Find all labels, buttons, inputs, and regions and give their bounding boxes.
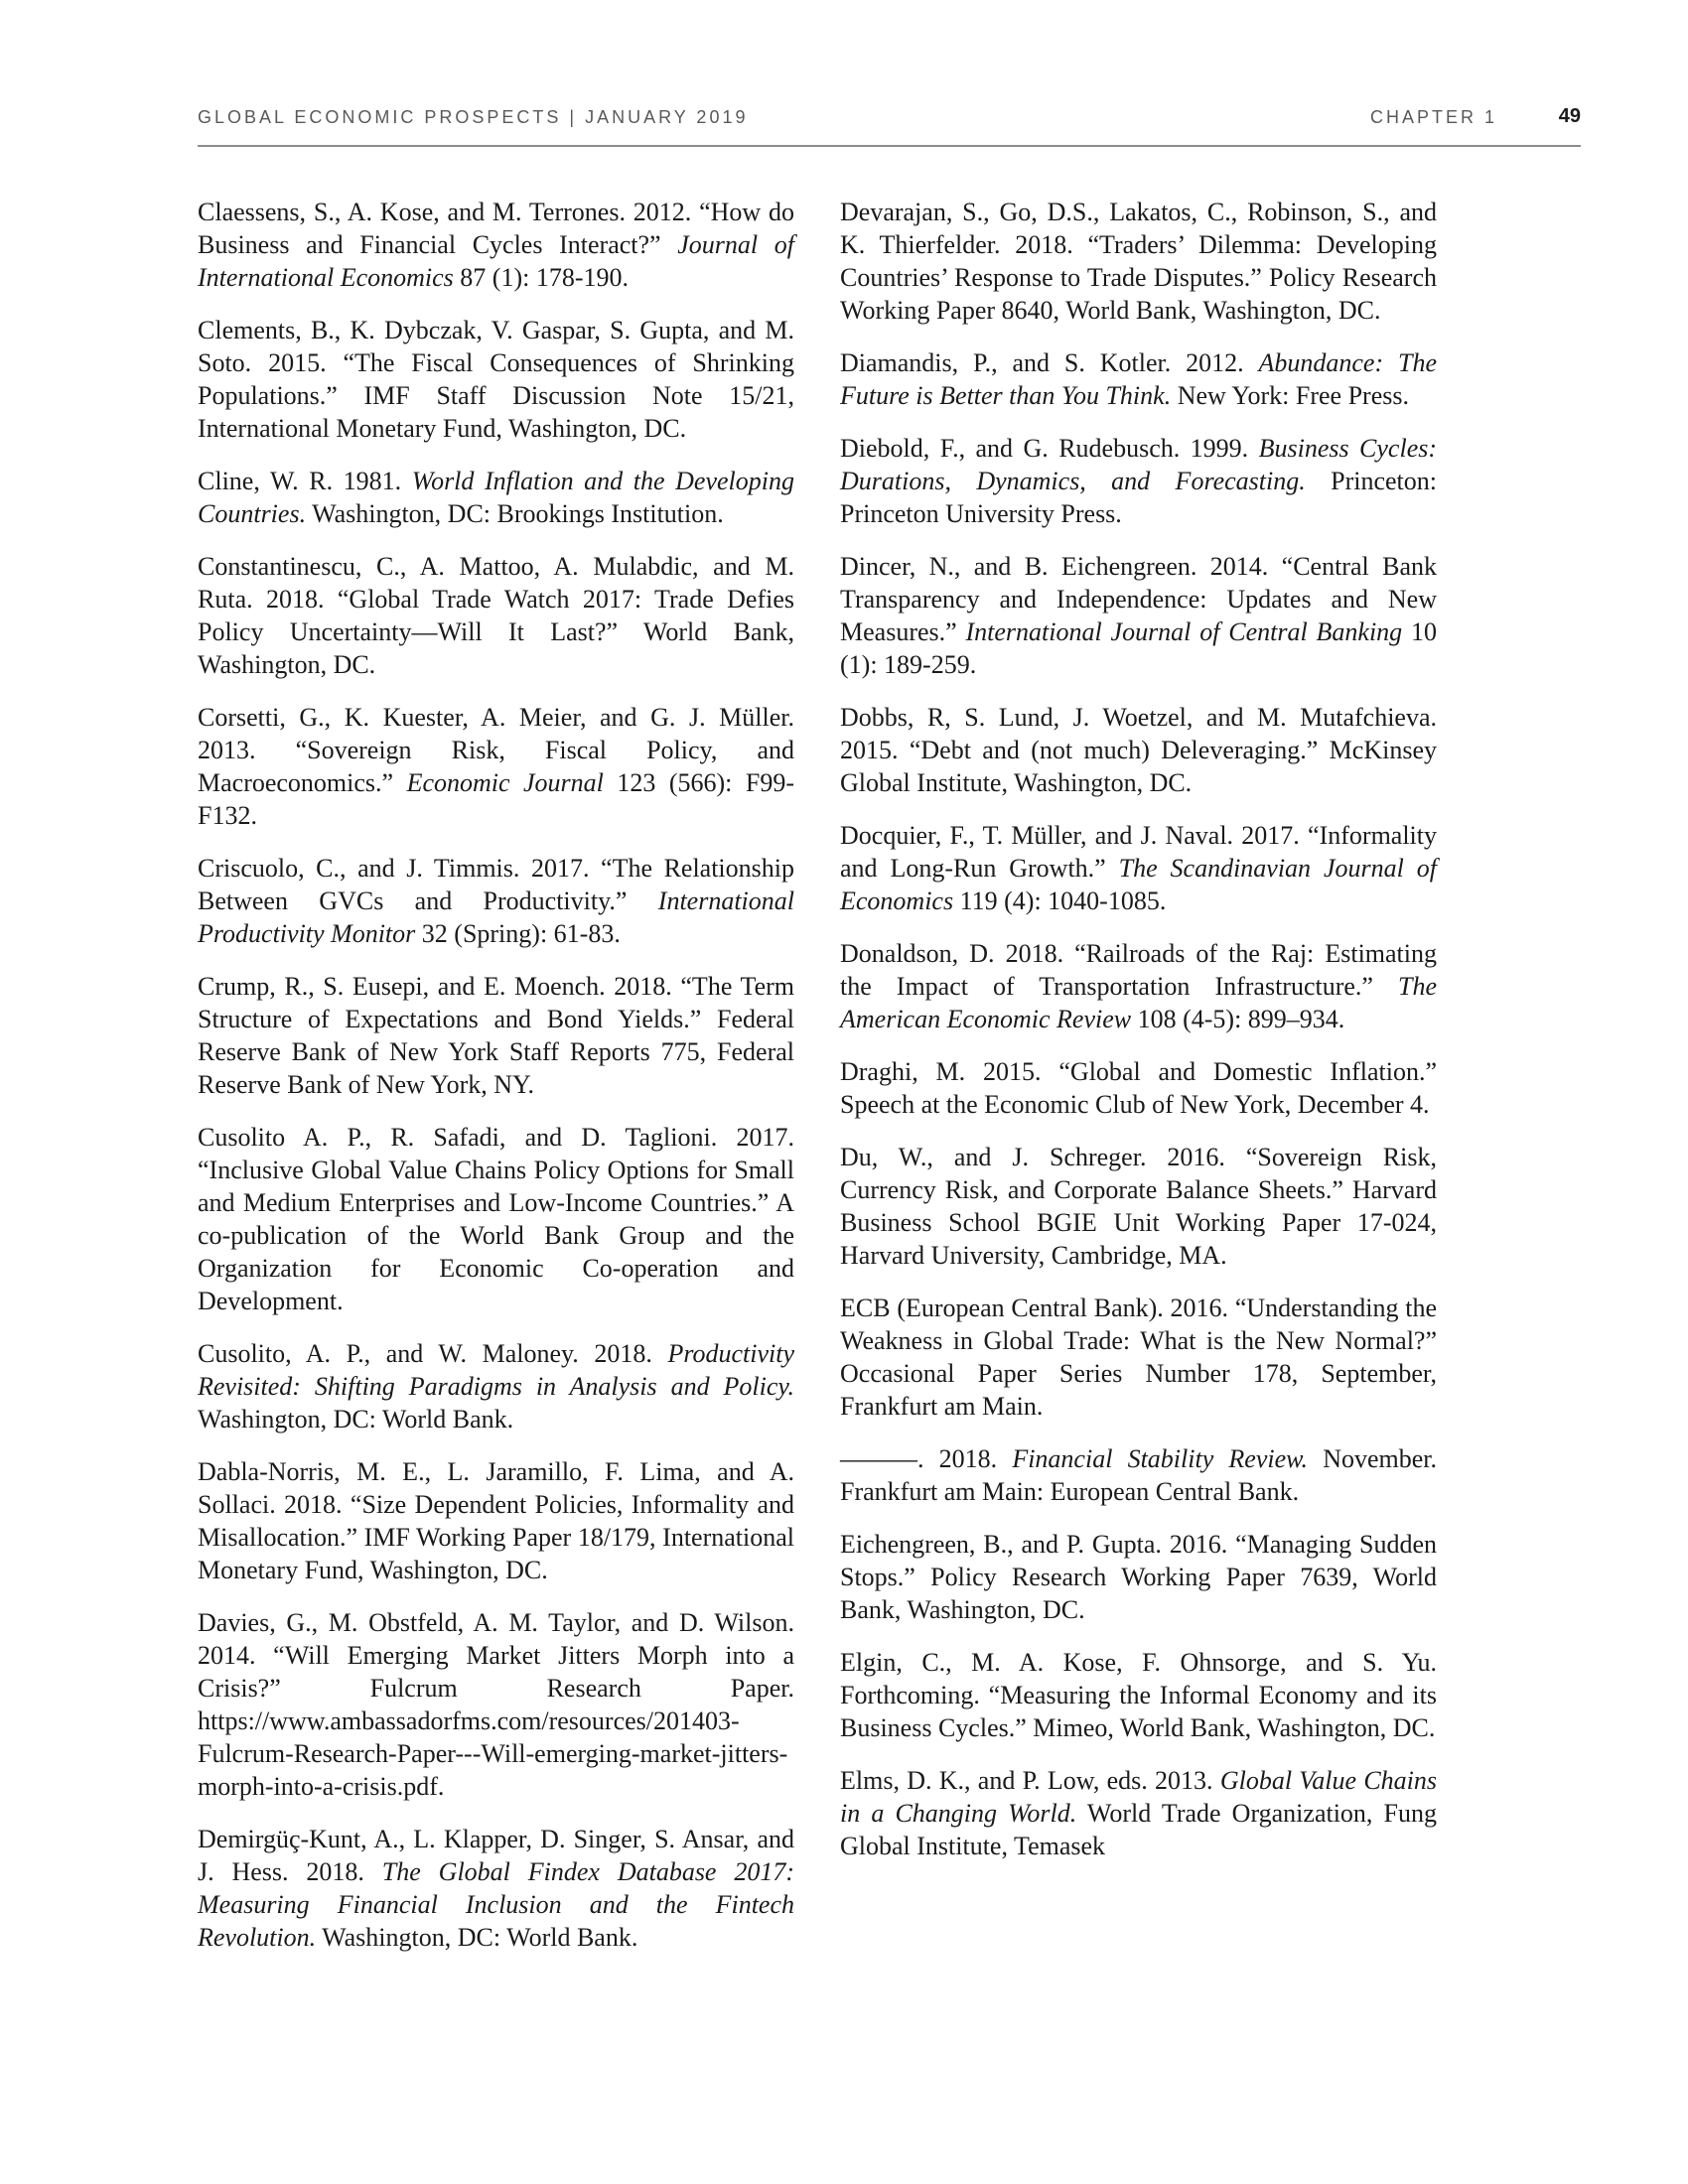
reference-entry: Du, W., and J. Schreger. 2016. “Sovereign Risk, Currency Risk, and Corporate Balance Sheets.” Harvard Business School BGIE Unit Working Paper 17-024, Harvard University, Cambridge, MA.	[840, 1143, 1437, 1270]
reference-entry: Demirgüç-Kunt, A., L. Klapper, D. Singer, S. Ansar, and J. Hess. 2018. The Global Findex Database 2017: Measuring Financial Inclusion and the Fintech Revolution. Washington, DC: World Bank.	[198, 1825, 795, 1952]
publication-title: GLOBAL ECONOMIC PROSPECTS | JANUARY 2019	[198, 107, 749, 127]
reference-entry: Claessens, S., A. Kose, and M. Terrones. 2012. “How do Business and Financial Cycles Interact?” Journal of International Economics 87 (1): 178-190.	[198, 198, 794, 292]
reference-entry: Corsetti, G., K. Kuester, A. Meier, and G. J. Müller. 2013. “Sovereign Risk, Fiscal Policy, and Macroeconomics.” Economic Journal 123 (566): F99-F132.	[198, 703, 794, 830]
reference-entry: Elms, D. K., and P. Low, eds. 2013. Global Value Chains in a Changing World. World Trade Organization, Fung Global Institute, Temasek	[840, 1766, 1437, 1860]
reference-entry: Draghi, M. 2015. “Global and Domestic Inflation.” Speech at the Economic Club of New York, December 4.	[840, 1057, 1437, 1119]
reference-entry: Dobbs, R, S. Lund, J. Woetzel, and M. Mutafchieva. 2015. “Debt and (not much) Deleveraging.” McKinsey Global Institute, Washington, DC.	[840, 703, 1437, 797]
reference-entry: Clements, B., K. Dybczak, V. Gaspar, S. Gupta, and M. Soto. 2015. “The Fiscal Consequences of Shrinking Populations.” IMF Staff Discussion Note 15/21, International Monetary Fund, Washington, DC.	[198, 316, 794, 443]
references-right-column	[840, 196, 1437, 1882]
reference-entry: Elgin, C., M. A. Kose, F. Ohnsorge, and S. Yu. Forthcoming. “Measuring the Informal Economy and its Business Cycles.” Mimeo, World Bank, Washington, DC.	[840, 1648, 1437, 1742]
reference-entry: Cusolito, A. P., and W. Maloney. 2018. Productivity Revisited: Shifting Paradigms in Analysis and Policy. Washington, DC: World Bank.	[198, 1339, 794, 1433]
reference-entry: Cusolito A. P., R. Safadi, and D. Taglioni. 2017. “Inclusive Global Value Chains Policy Options for Small and Medium Enterprises and Low-Income Countries.” A co-publication of the World Bank Group and the Organization for Economic Co-operation and Development.	[198, 1123, 794, 1315]
reference-entry: Cline, W. R. 1981. World Inflation and the Developing Countries. Washington, DC: Brookings Institution.	[198, 467, 794, 528]
reference-entry: ECB (European Central Bank). 2016. “Understanding the Weakness in Global Trade: What is the New Normal?” Occasional Paper Series Number 178, September, Frankfurt am Main.	[840, 1294, 1437, 1421]
reference-entry: Crump, R., S. Eusepi, and E. Moench. 2018. “The Term Structure of Expectations and Bond Yields.” Federal Reserve Bank of New York Staff Reports 775, Federal Reserve Bank of New York, NY.	[198, 972, 794, 1099]
reference-entry: Diamandis, P., and S. Kotler. 2012. Abundance: The Future is Better than You Think. New York: Free Press.	[840, 348, 1437, 410]
chapter-label: CHAPTER 1	[1369, 107, 1497, 127]
reference-entry: Eichengreen, B., and P. Gupta. 2016. “Managing Sudden Stops.” Policy Research Working Paper 7639, World Bank, Washington, DC.	[840, 1530, 1437, 1624]
reference-entry: Criscuolo, C., and J. Timmis. 2017. “The Relationship Between GVCs and Productivity.” International Productivity Monitor 32 (Spring): 61-83.	[198, 854, 794, 948]
reference-entry: ———. 2018. Financial Stability Review. November. Frankfurt am Main: European Central Bank.	[840, 1444, 1438, 1506]
page-number: 49	[1558, 105, 1581, 127]
reference-entry: Dabla-Norris, M. E., L. Jaramillo, F. Lima, and A. Sollaci. 2018. “Size Dependent Policies, Informality and Misallocation.” IMF Working Paper 18/179, International Monetary Fund, Washington, DC.	[198, 1457, 794, 1584]
reference-entry: Diebold, F., and G. Rudebusch. 1999. Business Cycles: Durations, Dynamics, and Forecasting. Princeton: Princeton University Press.	[840, 434, 1438, 528]
reference-entry: Donaldson, D. 2018. “Railroads of the Raj: Estimating the Impact of Transportation Infrastructure.” The American Economic Review 108 (4-5): 899–934.	[840, 939, 1437, 1033]
references-left-column	[198, 196, 794, 1974]
reference-entry: Dincer, N., and B. Eichengreen. 2014. “Central Bank Transparency and Independence: Updates and New Measures.” International Journal of Central Banking 10 (1): 189-259.	[840, 552, 1437, 679]
page-header	[198, 99, 1581, 147]
reference-entry: Constantinescu, C., A. Mattoo, A. Mulabdic, and M. Ruta. 2018. “Global Trade Watch 2017: Trade Defies Policy Uncertainty—Will It Last?” World Bank, Washington, DC.	[198, 552, 794, 679]
reference-entry: Davies, G., M. Obstfeld, A. M. Taylor, and D. Wilson. 2014. “Will Emerging Market Jitters Morph into a Crisis?” Fulcrum Research Paper. https://www.ambassadorfms.com/resources/201403-Fulcrum-Research-Paper---Will-emerging-market-jitters-morph-into-a-crisis.pdf.	[198, 1608, 794, 1801]
reference-entry: Docquier, F., T. Müller, and J. Naval. 2017. “Informality and Long-Run Growth.” The Scandinavian Journal of Economics 119 (4): 1040-1085.	[840, 821, 1437, 915]
reference-entry: Devarajan, S., Go, D.S., Lakatos, C., Robinson, S., and K. Thierfelder. 2018. “Traders’ Dilemma: Developing Countries’ Response to Trade Disputes.” Policy Research Working Paper 8640, World Bank, Washington, DC.	[840, 198, 1437, 325]
